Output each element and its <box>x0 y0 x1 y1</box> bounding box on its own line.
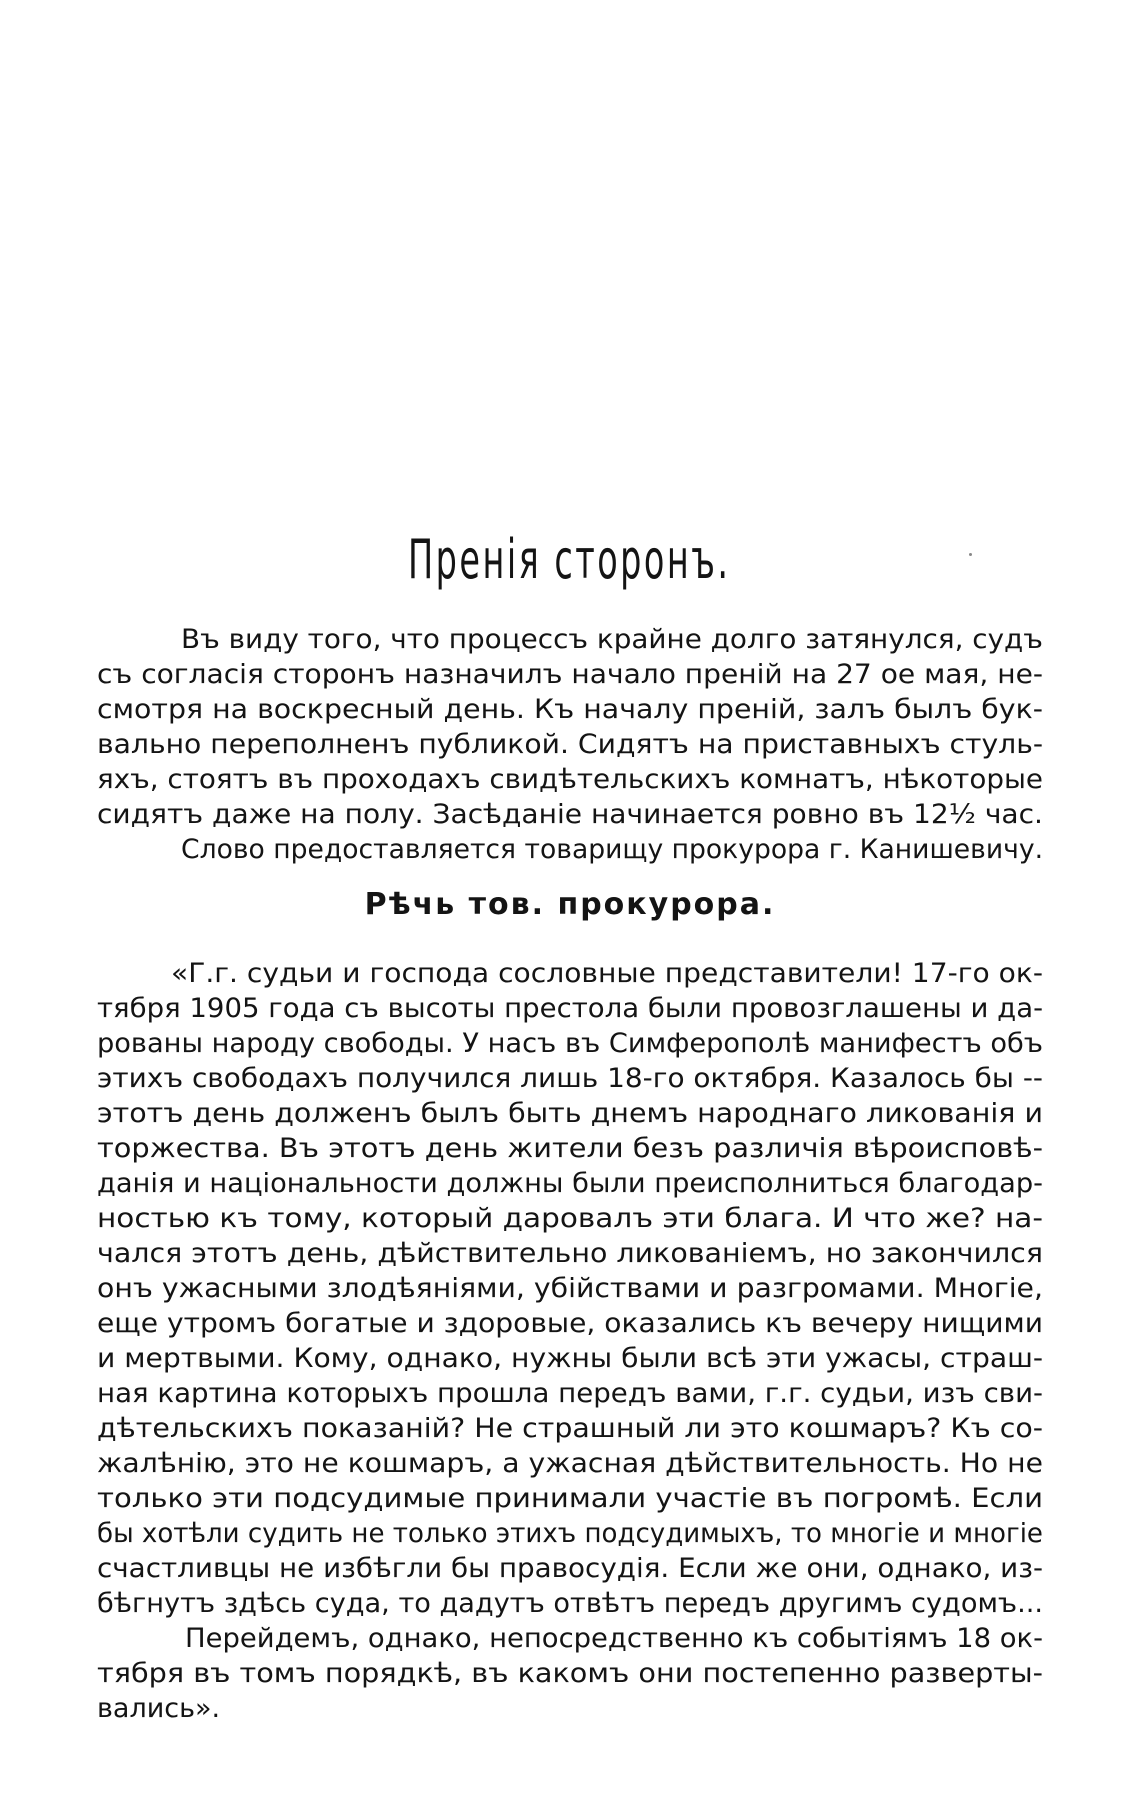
line-text: счастливцы не избѣгли бы правосудія. Если же они, однако, из- <box>97 1553 1044 1584</box>
line-text: вально переполненъ публикой. Сидятъ на приставныхъ стуль- <box>97 729 1044 760</box>
line-text: сидятъ даже на полу. Засѣданіе начинается ровно въ 12½ час. <box>97 799 1043 830</box>
line-text: торжества. Въ этотъ день жители безъ различія вѣроисповѣ- <box>97 1133 1043 1164</box>
line-text: ная картина которыхъ прошла передъ вами, г.г. судьи, изъ сви- <box>97 1378 1044 1409</box>
line-text: дѣтельскихъ показаній? Не страшный ли это кошмаръ? Къ со- <box>97 1413 1044 1444</box>
line-text: этотъ день долженъ былъ быть днемъ народнаго ликованія и <box>97 1098 1043 1129</box>
line-text: смотря на воскресный день. Къ началу преній, залъ былъ бук- <box>97 694 1044 725</box>
line-text: данія и національности должны были преисполниться благодар- <box>97 1168 1044 1199</box>
line-text: только эти подсудимые принимали участіе въ погромѣ. Если <box>97 1483 1044 1514</box>
line-text: жалѣнію, это не кошмаръ, а ужасная дѣйствительность. Но не <box>97 1448 1043 1479</box>
line-text: съ согласія сторонъ назначилъ начало преній на 27 ое мая, не- <box>97 659 1043 690</box>
line-text: чался этотъ день, дѣйствительно ликованіемъ, но закончился <box>97 1238 1043 1269</box>
line-text: этихъ свободахъ получился лишь 18-го октября. Казалось бы -- <box>97 1063 1044 1094</box>
line-text: онъ ужасными злодѣяніями, убійствами и разгромами. Многіе, <box>97 1273 1043 1304</box>
paper-speck <box>969 553 972 556</box>
line-text: еще утромъ богатые и здоровые, оказались къ вечеру нищими <box>97 1308 1043 1339</box>
line-text: рованы народу свободы. У насъ въ Симферополѣ манифестъ объ <box>97 1028 1044 1059</box>
line-text: яхъ, стоятъ въ проходахъ свидѣтельскихъ комнатъ, нѣкоторые <box>97 764 1043 795</box>
line-text: тября 1905 года съ высоты престола были провозглашены и да- <box>97 993 1044 1024</box>
line-text: Въ виду того, что процессъ крайне долго затянулся, судъ <box>181 624 1043 655</box>
line-text: бѣгнутъ здѣсь суда, то дадутъ отвѣтъ передъ другимъ судомъ... <box>97 1588 1044 1619</box>
line-text: тября въ томъ порядкѣ, въ какомъ они постепенно разверты- <box>97 1658 1044 1689</box>
section-heading: Рѣчь тов. прокурора. <box>364 887 776 922</box>
line-text: и мертвыми. Кому, однако, нужны были всѣ эти ужасы, страш- <box>97 1343 1044 1374</box>
line-text: бы хотѣли судить не только этихъ подсудимыхъ, то многіе и многіе <box>97 1518 1043 1549</box>
line-text: Слово предоставляется товарищу прокурора г. Канишевичу. <box>181 834 1044 865</box>
line-text: ностью къ тому, который даровалъ эти блага. И что же? на- <box>97 1203 1044 1234</box>
line-text: вались». <box>97 1693 221 1724</box>
line-text: «Г.г. судьи и господа сословные представители! 17-го ок- <box>171 958 1043 989</box>
line-text: Перейдемъ, однако, непосредственно къ событіямъ 18 ок- <box>185 1623 1044 1654</box>
chapter-title: Пренія сторонъ. <box>407 528 731 591</box>
